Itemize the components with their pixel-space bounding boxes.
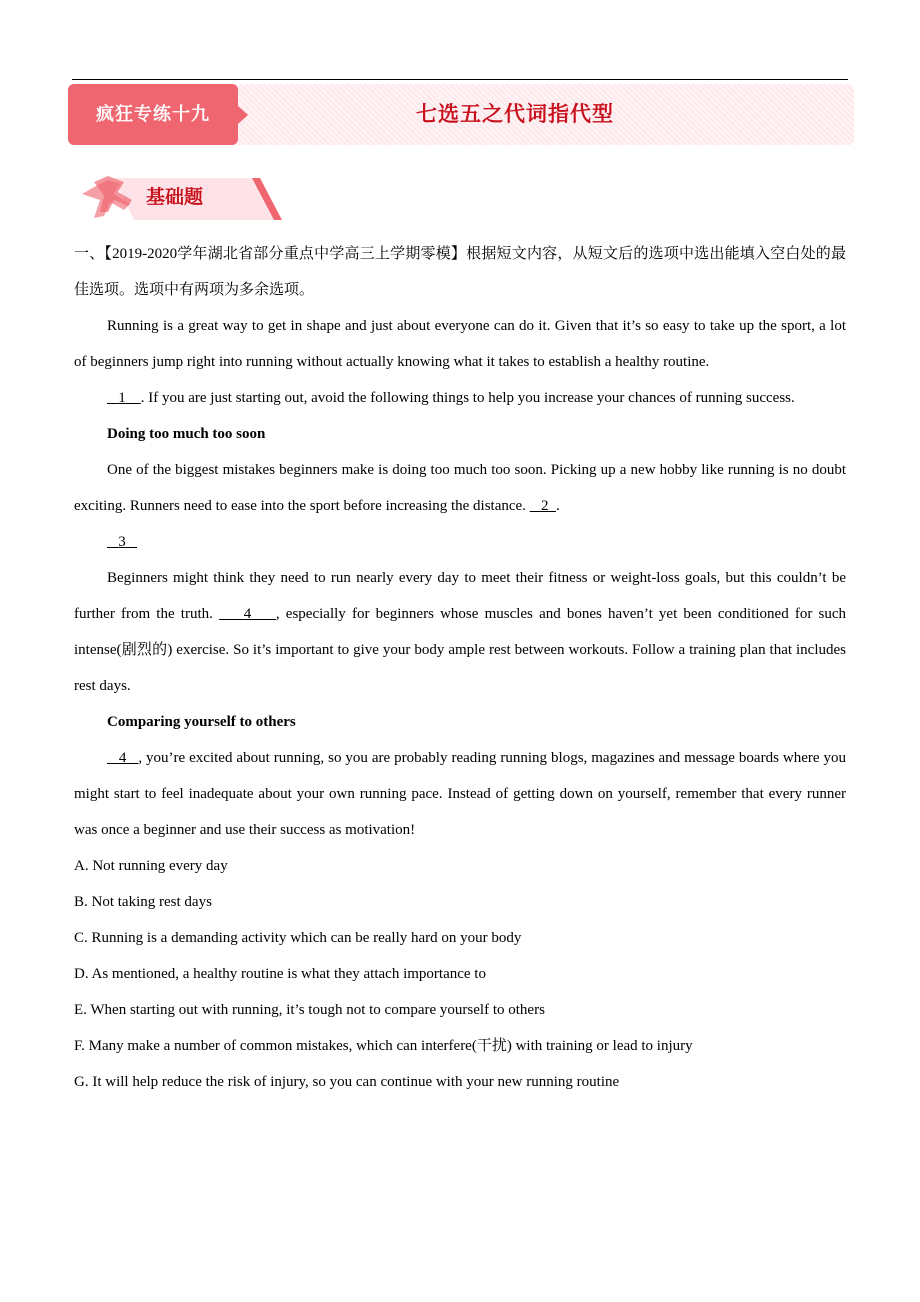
option: G. It will help reduce the risk of injury, so you can continue with your new running routine (74, 1074, 620, 1090)
passage-paragraph: 4 , you’re excited about running, so you are probably reading running blogs, magazines and message boards where you might start to feel inadequate about your own running pace. Instead of getting down on yourself, remember that every runner was once a beginner and use their success as motivation! (74, 750, 846, 838)
option: C. Running is a demanding activity which can be really hard on your body (74, 930, 522, 946)
blank-4[interactable]: 4 (243, 606, 252, 622)
passage-heading: Doing too much too soon (107, 426, 266, 442)
blank-2[interactable]: 2 (540, 498, 549, 514)
header-tag: 疯狂专练十九 (68, 84, 238, 145)
option: E. When starting out with running, it’s tough not to compare yourself to others (74, 1002, 545, 1018)
header-rule (72, 79, 848, 80)
passage-paragraph (74, 524, 846, 560)
passage-paragraph: Beginners might think they need to run nearly every day to meet their fitness or weight-loss goals, but this couldn’t be further from the truth. 4 , especially for beginners whose muscles and bones haven’t yet been conditioned for such intense(剧烈的) exercise. So it’s important to give your body ample rest between workouts. Follow a training plan that includes rest days. (74, 570, 847, 694)
option: F. Many make a number of common mistakes, which can interfere(干扰) with training or lead to injury (74, 1038, 693, 1054)
question-body (74, 236, 846, 1100)
option: A. Not running every day (74, 858, 228, 874)
blank-3[interactable]: 3 (118, 534, 126, 550)
passage-paragraph: 1 . If you are just starting out, avoid the following things to help you increase your chances of running success. (74, 380, 846, 416)
passage-paragraph: Running is a great way to get in shape and just about everyone can do it. Given that it’s so easy to take up the sport, a lot of beginners jump right into running without actually knowing what it takes to establish a healthy routine. (74, 318, 846, 370)
page-title: 七选五之代词指代型 (416, 102, 614, 126)
blank-5[interactable]: 4 (118, 750, 127, 766)
question-intro: 一、【2019-2020学年湖北省部分重点中学高三上学期零模】根据短文内容，从短文后的选项中选出能填入空白处的最佳选项。选项中有两项为多余选项。 (74, 246, 846, 298)
option: B. Not taking rest days (74, 894, 212, 910)
option: D. As mentioned, a healthy routine is what they attach importance to (74, 966, 486, 982)
blank-1[interactable]: 1 (118, 390, 126, 406)
passage-heading: Comparing yourself to others (107, 714, 296, 730)
section-label: 基础题 (146, 186, 204, 208)
passage-paragraph: One of the biggest mistakes beginners make is doing too much too soon. Picking up a new hobby like running is no doubt exciting. Runners need to ease into the sport before increasing the distance. 2 . (74, 462, 846, 514)
